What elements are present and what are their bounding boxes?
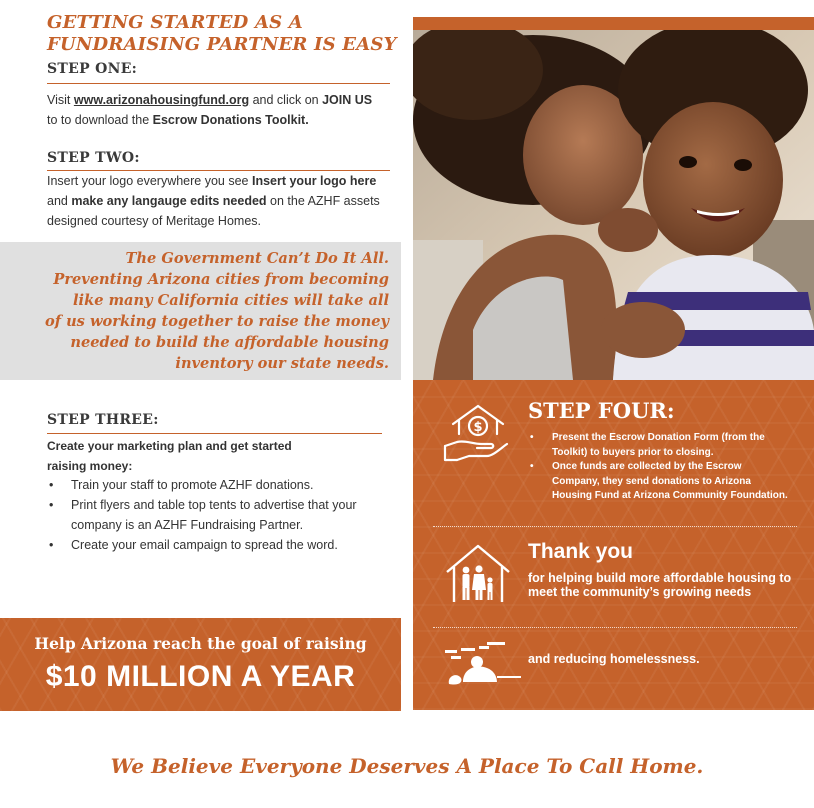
top-accent-bar: [413, 17, 814, 30]
toolkit-label: Escrow Donations Toolkit.: [152, 113, 309, 127]
divider: [433, 627, 797, 628]
headline-line-2: FUNDRAISING PARTNER IS EASY: [47, 34, 397, 55]
step-three-lead: Create your marketing plan and get started raising money:: [47, 439, 292, 473]
homelessness-text: and reducing homelessness.: [528, 652, 700, 666]
headline: [47, 12, 407, 56]
step-two-text: Insert your logo everywhere you see Insert your logo here and make any langauge edits needed on the AZHF assets designed courtesy of Meritage Homes.: [47, 174, 380, 228]
headline-line-1: GETTING STARTED AS A: [47, 12, 303, 33]
thank-you-title: Thank you: [528, 540, 634, 563]
join-us-label: JOIN US: [322, 93, 373, 107]
step-two-title: STEP TWO:: [47, 150, 140, 166]
step-three-list: [47, 475, 392, 555]
mother-child-photo: [413, 30, 814, 380]
steps-panel: [413, 380, 814, 710]
thank-you-text: for helping build more affordable housing to meet the community’s growing needs: [528, 571, 792, 599]
step-three-title: STEP THREE:: [47, 412, 159, 428]
goal-banner-line-2: $10 MILLION A YEAR: [45, 660, 356, 693]
step-one-text: Visit www.arizonahousingfund.org and click on JOIN US to to download the Escrow Donations Toolkit.: [47, 93, 373, 127]
list-item: • Present the Escrow Donation Form (from the Toolkit) to buyers prior to closing.: [528, 431, 788, 460]
website-link[interactable]: www.arizonahousingfund.org: [73, 93, 250, 107]
photo-illustration: [413, 30, 814, 380]
step-four-list: [528, 431, 788, 504]
step-one-rule: [47, 83, 390, 84]
svg-text:$: $: [473, 420, 483, 435]
list-item: • Print flyers and table top tents to advertise that your company is an AZHF Fundraising Partner.: [47, 495, 392, 535]
list-item: • Train your staff to promote AZHF donations.: [47, 475, 392, 495]
list-item: • Once funds are collected by the Escrow Company, they send donations to Arizona Housing Fund at Arizona Community Foundation.: [528, 460, 788, 504]
homeless-person-icon: [437, 638, 523, 688]
goal-banner-line-1: Help Arizona reach the goal of raising: [34, 634, 367, 653]
step-one-title: STEP ONE:: [47, 61, 138, 77]
goal-banner: [0, 618, 401, 711]
quote-box: [0, 242, 401, 380]
list-item: • Create your email campaign to spread the word.: [47, 535, 392, 555]
step-four-title: STEP FOUR:: [528, 398, 675, 423]
hand-house-dollar-icon: [443, 402, 509, 464]
step-three-rule: [47, 433, 382, 434]
divider: [433, 526, 797, 527]
family-house-icon: [445, 542, 511, 604]
quote-text: The Government Can’t Do It All. Preventing Arizona cities from becoming like many California cities will take all of us working together to raise the money needed to build the affordable housing inventory our state needs.: [44, 250, 389, 372]
footer-tagline: We Believe Everyone Deserves A Place To Call Home.: [110, 754, 704, 778]
